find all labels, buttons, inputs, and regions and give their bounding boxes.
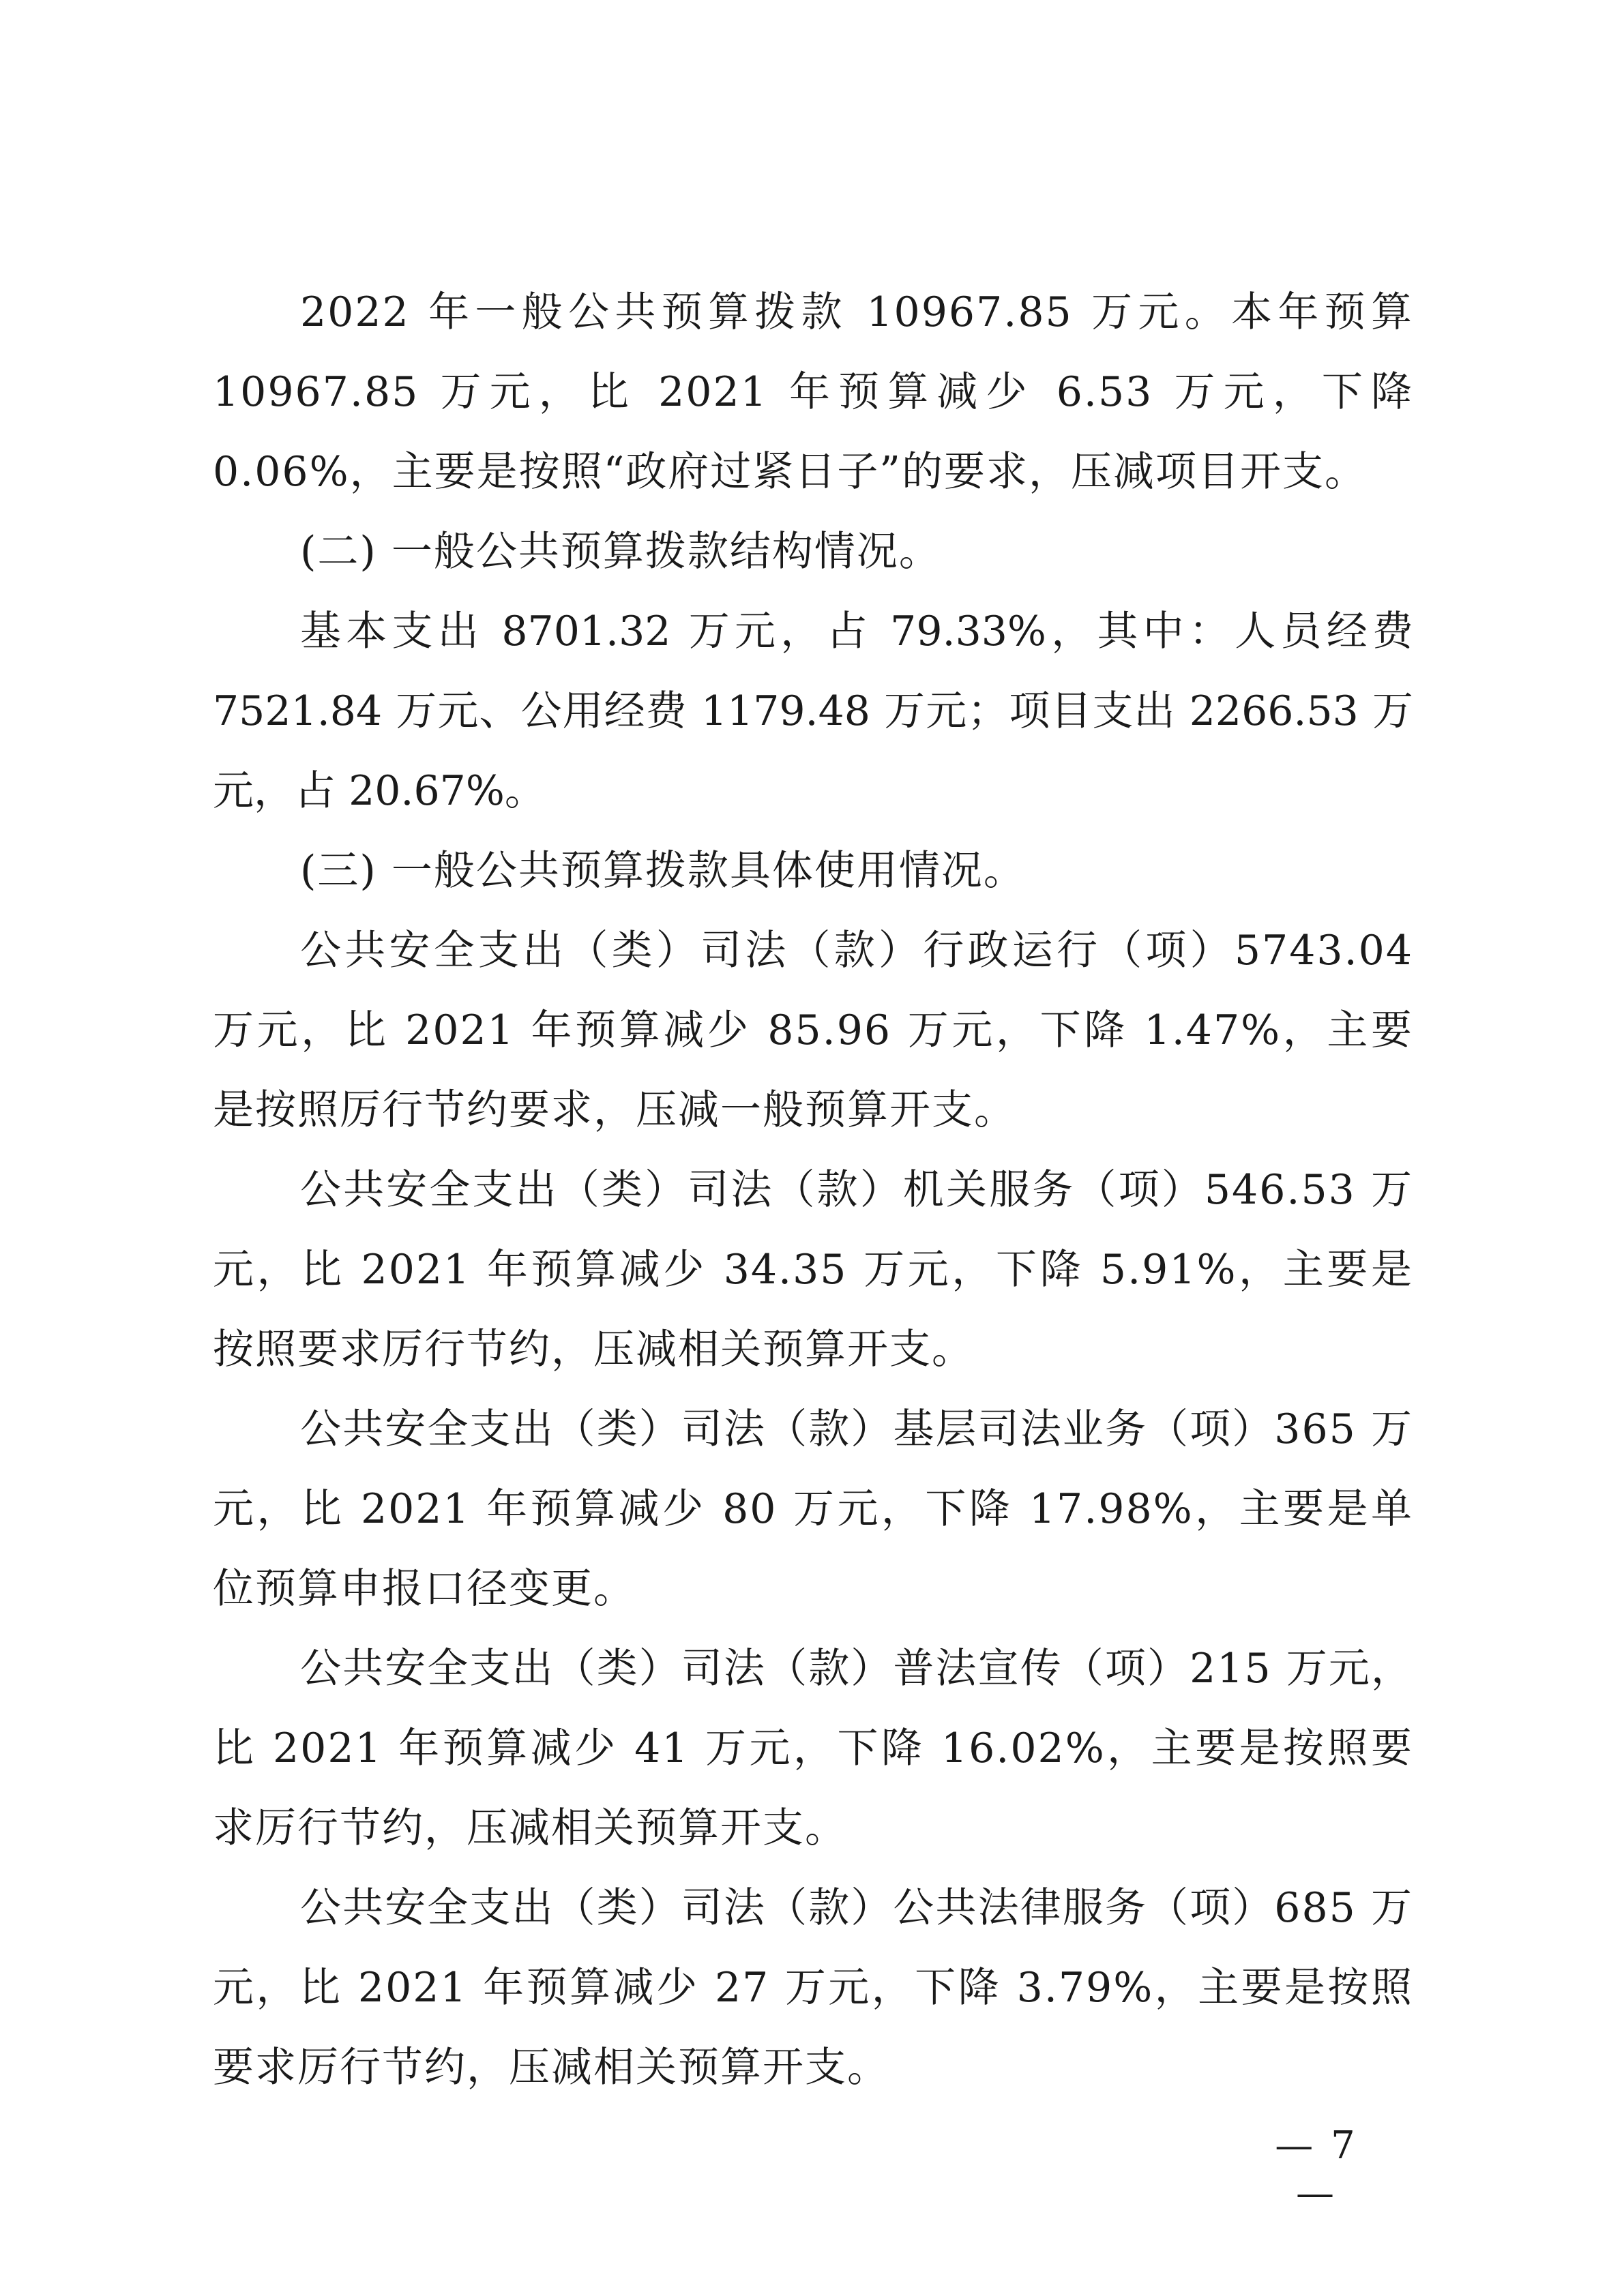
paragraph-public-legal-service: 公共安全支出（类）司法（款）公共法律服务（项）685 万元，比 2021 年预算减少 27 万元，下降 3.79%，主要是按照要求厉行节约，压减相关预算开支。 bbox=[213, 1884, 1413, 2091]
heading-usage: (三) 一般公共预算拨款具体使用情况。 bbox=[300, 847, 1026, 895]
heading-structure: (二) 一般公共预算拨款结构情况。 bbox=[300, 528, 941, 576]
paragraph-admin-operation: 公共安全支出（类）司法（款）行政运行（项）5743.04 万元，比 2021 年预算减少 85.96 万元，下降 1.47%，主要是按照厉行节约要求，压减一般预算开支。 bbox=[213, 927, 1413, 1134]
paragraph-grassroots-judicial: 公共安全支出（类）司法（款）基层司法业务（项）365 万元，比 2021 年预算减少 80 万元，下降 17.98%，主要是单位预算申报口径变更。 bbox=[213, 1405, 1413, 1613]
paragraph-agency-service: 公共安全支出（类）司法（款）机关服务（项）546.53 万元，比 2021 年预算减少 34.35 万元，下降 5.91%，主要是按照要求厉行节约，压减相关预算开支。 bbox=[213, 1166, 1413, 1373]
paragraph-law-publicity: 公共安全支出（类）司法（款）普法宣传（项）215 万元，比 2021 年预算减少 41 万元，下降 16.02%，主要是按照要求厉行节约，压减相关预算开支。 bbox=[213, 1645, 1413, 1852]
document-body bbox=[213, 273, 1413, 2108]
paragraph-budget-total: 2022 年一般公共预算拨款 10967.85 万元。本年预算 10967.85 万元，比 2021 年预算减少 6.53 万元，下降 0.06%，主要是按照“政府过紧日子”的要求，压减项目开支。 bbox=[213, 288, 1413, 496]
paragraph-structure: 基本支出 8701.32 万元，占 79.33%，其中：人员经费 7521.84 万元、公用经费 1179.48 万元；项目支出 2266.53 万元，占 20.67%。 bbox=[213, 608, 1413, 815]
page-number: — 7 — bbox=[1275, 2123, 1358, 2216]
